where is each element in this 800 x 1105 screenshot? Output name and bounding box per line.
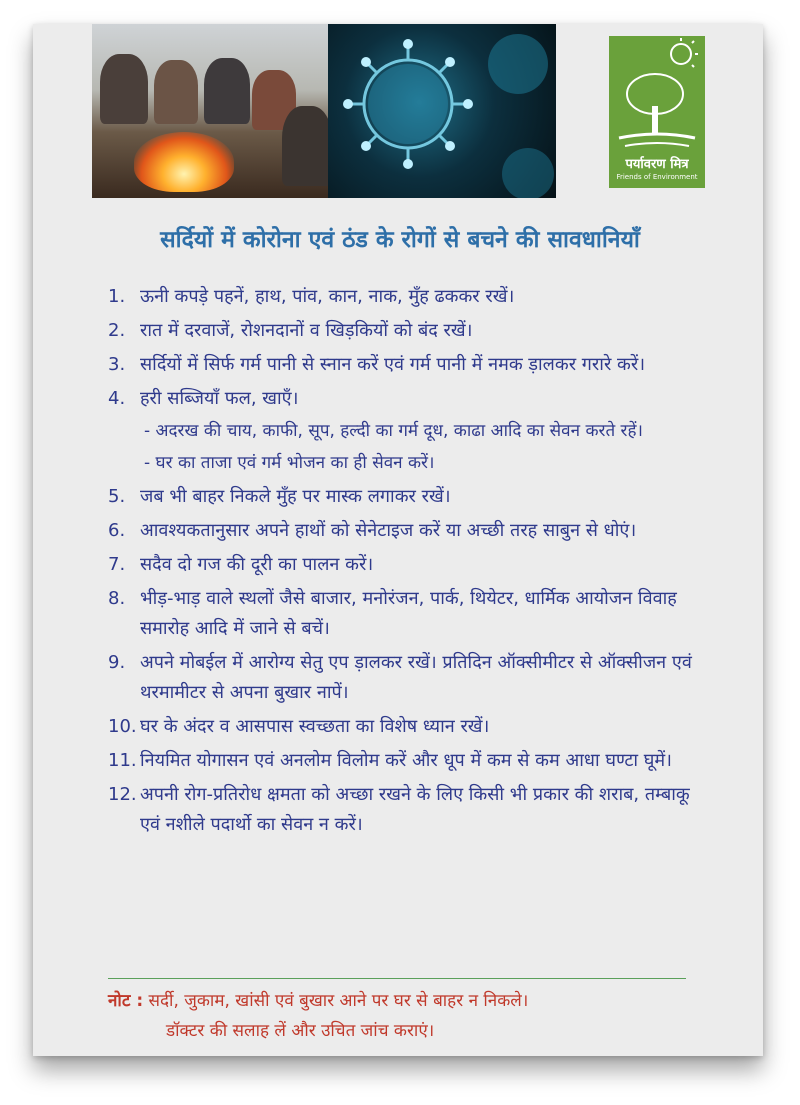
list-item: 12. अपनी रोग-प्रतिरोध क्षमता को अच्छा रखने के लिए किसी भी प्रकार की शराब, तम्बाकू एवं नशीले पदार्थो का सेवन न करें। bbox=[108, 784, 690, 835]
logo-title: पर्यावरण मित्र bbox=[625, 157, 689, 172]
bonfire-icon bbox=[134, 132, 234, 192]
list-item: 9. अपने मोबईल में आरोग्य सेतु एप ड़ालकर रखें। प्रतिदिन ऑक्सीमीटर से ऑक्सीजन एवं थरमामीटर से अपना बुखार नापें। bbox=[108, 652, 692, 703]
coronavirus-icon bbox=[328, 24, 556, 198]
list-item: 8. भीड़-भाड़ वाले स्थलों जैसे बाजार, मनोरंजन, पार्क, थियेटर, धार्मिक आयोजन विवाह समारोह आदि में जाने से बचें। bbox=[108, 588, 677, 639]
tree-logo-icon bbox=[609, 36, 705, 152]
hero-image bbox=[92, 24, 556, 198]
sub-item: - अदरख की चाय, काफी, सूप, हल्दी का गर्म दूध, काढा आदि का सेवन करते रहें। bbox=[144, 421, 643, 441]
precautions-list bbox=[108, 282, 708, 840]
list-item: 1. ऊनी कपड़े पहनें, हाथ, पांव, कान, नाक, मुँह ढककर रखें। bbox=[108, 286, 515, 307]
list-item: 10. घर के अंदर व आसपास स्वच्छता का विशेष ध्यान रखें। bbox=[108, 716, 490, 737]
list-item: 5. जब भी बाहर निकले मुँह पर मास्क लगाकर रखें। bbox=[108, 486, 451, 507]
list-item: 6. आवश्यकतानुसार अपने हाथों को सेनेटाइज करें या अच्छी तरह साबुन से धोएं। bbox=[108, 520, 637, 541]
note bbox=[108, 986, 708, 1046]
list-item: 2. रात में दरवाजें, रोशनदानों व खिड़कियों को बंद रखें। bbox=[108, 320, 473, 341]
virus-image bbox=[328, 24, 556, 198]
list-item: 11. नियमित योगासन एवं अनलोम विलोम करें और धूप में कम से कम आधा घण्टा घूमें। bbox=[108, 750, 673, 771]
list-item: 3. सर्दियों में सिर्फ गर्म पानी से स्नान करें एवं गर्म पानी में नमक ड़ालकर गरारे करें। bbox=[108, 354, 646, 375]
note-line-1 bbox=[108, 986, 708, 1016]
sub-item: - घर का ताजा एवं गर्म भोजन का ही सेवन करें। bbox=[144, 453, 435, 473]
list-item: 4. हरी सब्जियाँ फल, खाएँ। bbox=[108, 388, 299, 409]
page-title: सर्दियों में कोरोना एवं ठंड के रोगों से बचने की सावधानियाँ bbox=[160, 227, 640, 253]
note-text-1: सर्दी, जुकाम, खांसी एवं बुखार आने पर घर से बाहर न निकले। bbox=[148, 991, 529, 1011]
divider bbox=[108, 978, 686, 979]
people-by-fire-photo bbox=[92, 24, 342, 198]
logo-subtitle: Friends of Environment bbox=[616, 173, 698, 181]
note-label: नोट : bbox=[108, 991, 144, 1011]
logo bbox=[609, 36, 705, 188]
list-item: 7. सदैव दो गज की दूरी का पालन करें। bbox=[108, 554, 374, 575]
note-text-2: डॉक्टर की सलाह लें और उचित जांच कराएं। bbox=[166, 1021, 435, 1041]
